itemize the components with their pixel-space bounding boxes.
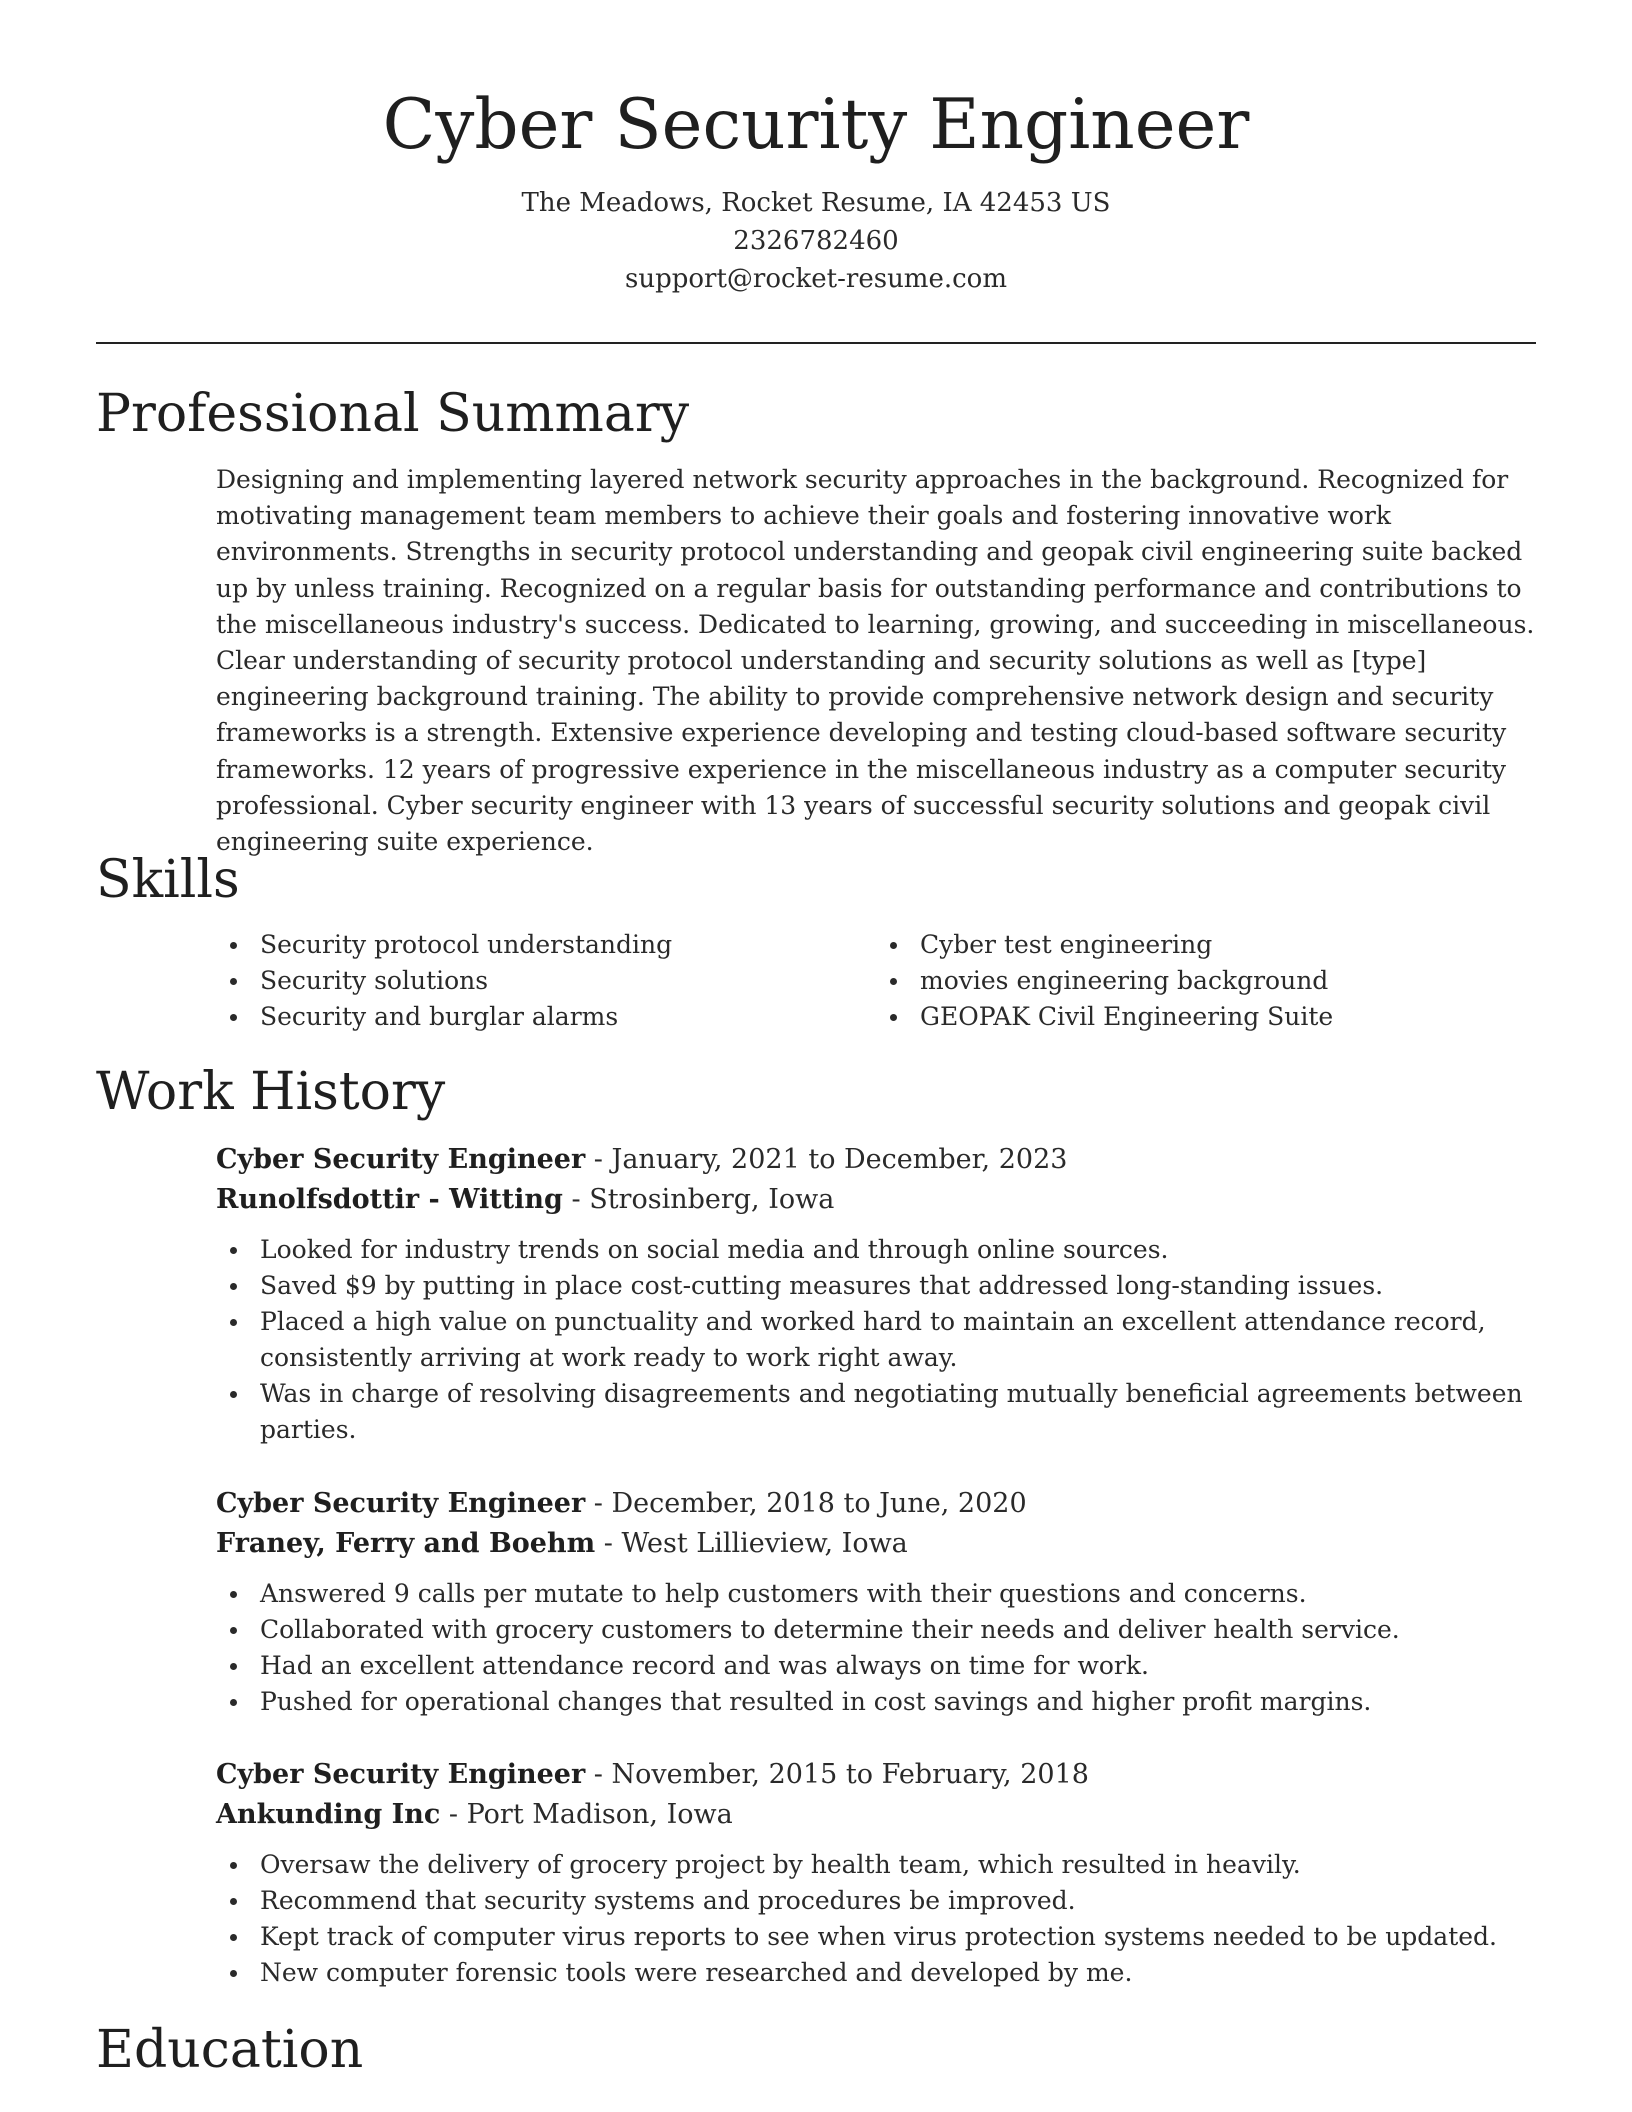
job-entry bbox=[216, 1755, 1536, 1991]
skills-section bbox=[216, 927, 1536, 1035]
skill-item: Security solutions bbox=[260, 963, 876, 999]
summary-text: Designing and implementing layered network security approaches in the background. Recognized for motivating management team members to achieve their goals and fostering innovative work environments. Strengths in security protocol understanding and geopak civil engineering suite backed up by unless training. Recognized on a regular basis for outstanding performance and contributions to the miscellaneous industry's success. Dedicated to learning, growing, and succeeding in miscellaneous. Clear understanding of security protocol understanding and security solutions as well as [type] engineering background training. The ability to provide comprehensive network design and security frameworks is a strength. Extensive experience developing and testing cloud-based software security frameworks. 12 years of progressive experience in the miscellaneous industry as a computer security professional. Cyber security engineer with 13 years of successful security solutions and geopak civil engineering suite experience. bbox=[216, 465, 1535, 857]
list-item: Had an excellent attendance record and was always on time for work. bbox=[260, 1648, 1536, 1684]
job-dates: - December, 2018 to June, 2020 bbox=[585, 1488, 1027, 1519]
job-entry bbox=[216, 1140, 1536, 1448]
list-item: Collaborated with grocery customers to determine their needs and deliver health service. bbox=[260, 1612, 1536, 1648]
list-item: Pushed for operational changes that resulted in cost savings and higher profit margins. bbox=[260, 1684, 1536, 1720]
job-location: - West Lillieview, Iowa bbox=[595, 1528, 908, 1559]
job-entry bbox=[216, 1484, 1536, 1720]
job-company: Franey, Ferry and Boehm bbox=[216, 1528, 596, 1559]
job-dates: - January, 2021 to December, 2023 bbox=[585, 1144, 1068, 1175]
job-company-line bbox=[216, 1524, 1536, 1564]
skills-heading: Skills bbox=[96, 850, 240, 910]
education-heading: Education bbox=[96, 2020, 364, 2080]
list-item: Kept track of computer virus reports to see when virus protection systems needed to be updated. bbox=[260, 1919, 1536, 1955]
skills-left-column bbox=[216, 927, 876, 1035]
list-item: Was in charge of resolving disagreements and negotiating mutually beneficial agreements between parties. bbox=[260, 1376, 1536, 1448]
job-location: - Port Madison, Iowa bbox=[440, 1799, 733, 1830]
job-company: Runolfsdottir - Witting bbox=[216, 1184, 563, 1215]
list-item: Saved $9 by putting in place cost-cutting measures that addressed long-standing issues. bbox=[260, 1268, 1536, 1304]
skill-item: movies engineering background bbox=[920, 963, 1536, 999]
job-role: Cyber Security Engineer bbox=[216, 1759, 586, 1790]
job-company-line bbox=[216, 1180, 1536, 1220]
skill-item: Security protocol understanding bbox=[260, 927, 876, 963]
summary-heading: Professional Summary bbox=[96, 384, 690, 444]
contact-address: The Meadows, Rocket Resume, IA 42453 US bbox=[521, 188, 1111, 218]
list-item: Placed a high value on punctuality and worked hard to maintain an excellent attendance record, consistently arriving at work ready to work right away. bbox=[260, 1304, 1536, 1376]
skill-item: Cyber test engineering bbox=[920, 927, 1536, 963]
skills-right-column bbox=[876, 927, 1536, 1035]
candidate-name: Cyber Security Engineer bbox=[382, 85, 1250, 165]
job-duties bbox=[216, 1576, 1536, 1720]
skill-item: Security and burglar alarms bbox=[260, 999, 876, 1035]
job-duties bbox=[216, 1232, 1536, 1448]
list-item: Looked for industry trends on social media and through online sources. bbox=[260, 1232, 1536, 1268]
job-duties bbox=[216, 1847, 1536, 1991]
contact-phone: 2326782460 bbox=[733, 226, 899, 256]
header-divider bbox=[96, 342, 1536, 344]
job-title-line bbox=[216, 1484, 1536, 1524]
job-dates: - November, 2015 to February, 2018 bbox=[585, 1759, 1089, 1790]
skill-item: GEOPAK Civil Engineering Suite bbox=[920, 999, 1536, 1035]
job-company-line bbox=[216, 1795, 1536, 1835]
job-location: - Strosinberg, Iowa bbox=[562, 1184, 835, 1215]
job-company: Ankunding Inc bbox=[216, 1799, 441, 1830]
job-title-line bbox=[216, 1755, 1536, 1795]
job-role: Cyber Security Engineer bbox=[216, 1488, 586, 1519]
list-item: New computer forensic tools were researched and developed by me. bbox=[260, 1955, 1536, 1991]
summary-section bbox=[216, 462, 1536, 860]
job-role: Cyber Security Engineer bbox=[216, 1144, 586, 1175]
resume-header bbox=[96, 80, 1536, 298]
contact-email: support@rocket-resume.com bbox=[624, 264, 1007, 294]
list-item: Answered 9 calls per mutate to help customers with their questions and concerns. bbox=[260, 1576, 1536, 1612]
work-heading: Work History bbox=[96, 1062, 446, 1122]
job-title-line bbox=[216, 1140, 1536, 1180]
list-item: Oversaw the delivery of grocery project by health team, which resulted in heavily. bbox=[260, 1847, 1536, 1883]
list-item: Recommend that security systems and procedures be improved. bbox=[260, 1883, 1536, 1919]
